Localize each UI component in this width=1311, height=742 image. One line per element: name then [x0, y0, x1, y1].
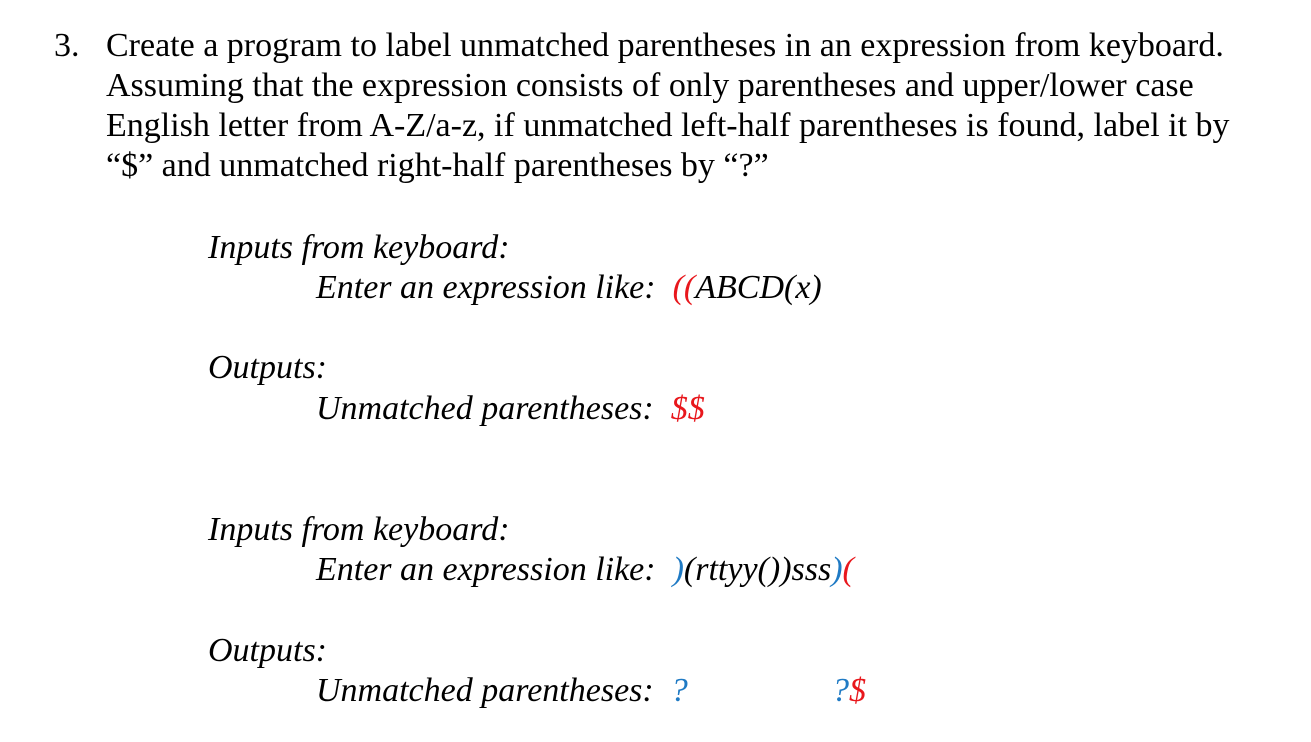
result-marker-left: $ — [849, 672, 866, 709]
example-1-output-line — [316, 389, 705, 429]
result-marker-right: ? — [670, 672, 688, 709]
expression-unmatched-right: ) — [672, 551, 684, 588]
prompt-label: Enter an expression like: — [316, 269, 656, 306]
example-1-input-line — [316, 268, 822, 308]
expression-unmatched-left: ( — [842, 551, 854, 588]
example-1-outputs-heading: Outputs: — [208, 349, 327, 386]
example-2-output-line — [316, 671, 688, 711]
example-2-input-line — [316, 550, 854, 590]
problem-line: Assuming that the expression consists of only parentheses and upper/lower case — [106, 67, 1194, 104]
problem-line: Create a program to label unmatched parentheses in an expression from keyboard. — [106, 27, 1224, 64]
example-2-outputs-heading: Outputs: — [208, 632, 327, 669]
expression-unmatched-right: ) — [831, 551, 843, 588]
result-label: Unmatched parentheses: — [316, 672, 654, 709]
result-markers: $$ — [670, 390, 705, 427]
problem-number: 3. — [54, 27, 80, 64]
problem-line: English letter from A-Z/a-z, if unmatched left-half parentheses is found, label it by — [106, 107, 1230, 144]
expression-middle: (rttyy())sss — [683, 551, 832, 588]
prompt-label: Enter an expression like: — [316, 551, 656, 588]
expression-unmatched-left: (( — [672, 269, 696, 306]
problem-statement — [106, 26, 1296, 186]
example-2-output-trailing-markers — [832, 671, 866, 711]
example-2-inputs-heading: Inputs from keyboard: — [208, 511, 510, 548]
example-1-inputs-heading: Inputs from keyboard: — [208, 229, 510, 266]
expression-rest: ABCD(x) — [695, 269, 822, 306]
result-label: Unmatched parentheses: — [316, 390, 654, 427]
result-marker-right: ? — [832, 672, 849, 709]
problem-line: “$” and unmatched right-half parentheses by “?” — [106, 147, 769, 184]
